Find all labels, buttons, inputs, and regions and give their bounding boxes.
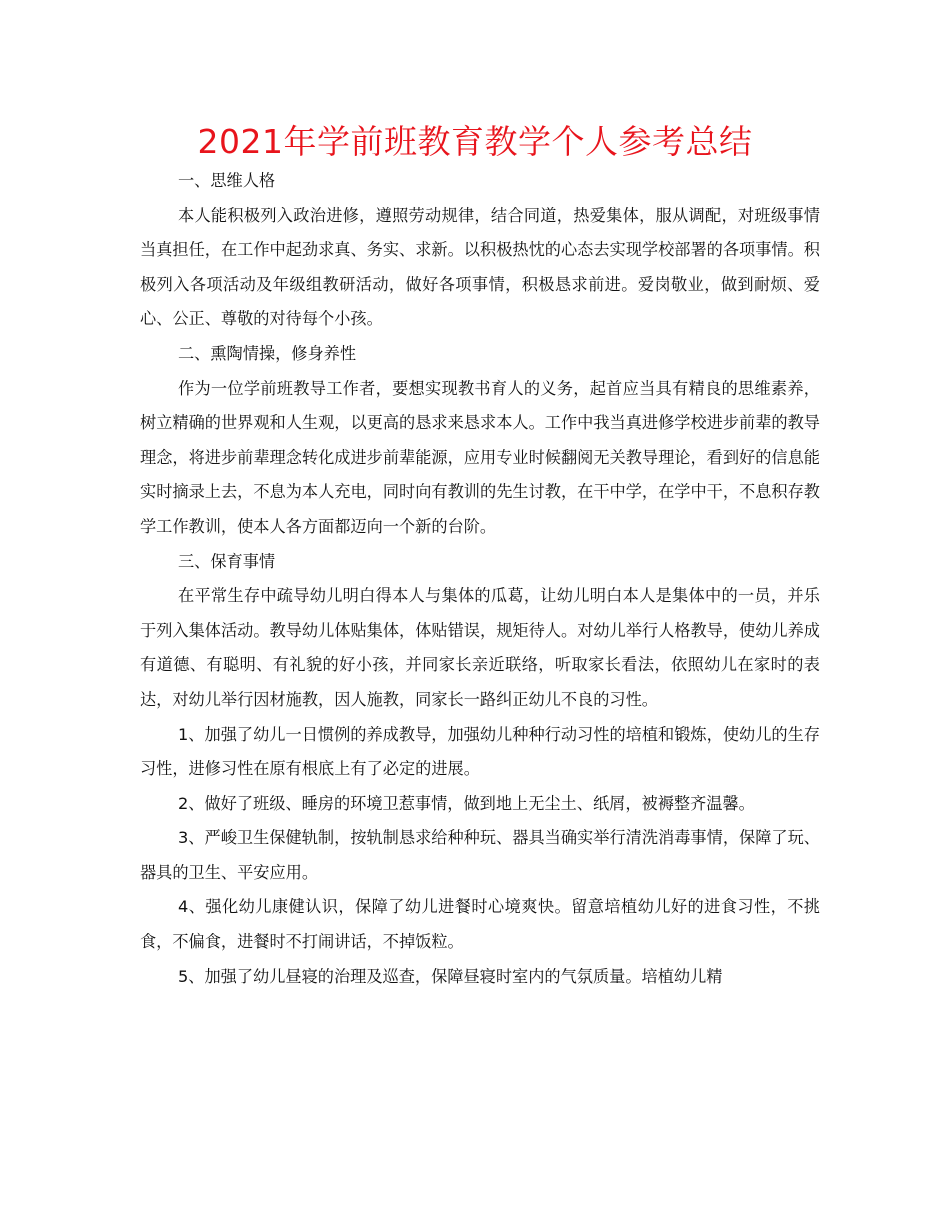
section-heading-2: 二、熏陶情操，修身养性 [178,343,357,363]
paragraph: 在平常生存中疏导幼儿明白得本人与集体的瓜葛，让幼儿明白本人是集体中的一员，并乐于列入集体活动。教导幼儿体贴集体，体贴错误，规矩待人。对幼儿举行人格教导，使幼儿养成有道德、有聪明、有礼貌的好小孩，并同家长亲近联络，听取家长看法，依照幼儿在家时的表达，对幼儿举行因材施教，因人施教，同家长一路纠正幼儿不良的习性。 [140,586,820,709]
list-item: 5、加强了幼儿昼寝的治理及巡查，保障昼寝时室内的气氛质量。培植幼儿精 [178,966,723,986]
section-heading-3: 三、保育事情 [178,551,276,571]
list-item: 1、加强了幼儿一日惯例的养成教导，加强幼儿种种行动习性的培植和锻炼，使幼儿的生存习性，进修习性在原有根底上有了必定的进展。 [140,724,820,779]
section-heading-1: 一、思维人格 [178,171,276,190]
document-title: 2021年学前班教育教学个人参考总结 [197,122,753,161]
paragraph: 作为一位学前班教导工作者，要想实现教书育人的义务，起首应当具有精良的思维素养，树立精确的世界观和人生观，以更高的恳求来恳求本人。工作中我当真进修学校进步前辈的教导理念，将进步前辈理念转化成进步前辈能源，应用专业时候翻阅无关教导理论，看到好的信息能实时摘录上去，不息为本人充电，同时向有教训的先生讨教，在干中学，在学中干，不息积存教学工作教训，使本人各方面都迈向一个新的台阶。 [140,378,820,536]
paragraph: 本人能积极列入政治进修，遵照劳动规律，结合同道，热爱集体，服从调配，对班级事情当真担任，在工作中起劲求真、务实、求新。以积极热忱的心态去实现学校部署的各项事情。积极列入各项活动及年级组教研活动，做好各项事情，积极恳求前进。爱岗敬业，做到耐烦、爱心、公正、尊敬的对待每个小孩。 [140,205,820,329]
list-item: 3、严峻卫生保健轨制，按轨制恳求给种种玩、器具当确实举行清洗消毒事情，保障了玩、器具的卫生、平安应用。 [140,828,820,882]
list-item: 4、强化幼儿康健认识，保障了幼儿进餐时心境爽快。留意培植幼儿好的进食习性，不挑食，不偏食，进餐时不打闹讲话，不掉饭粒。 [140,897,820,952]
list-item: 2、做好了班级、睡房的环境卫惹事情，做到地上无尘土、纸屑，被褥整齐温馨。 [178,793,755,813]
document-body [140,164,820,994]
